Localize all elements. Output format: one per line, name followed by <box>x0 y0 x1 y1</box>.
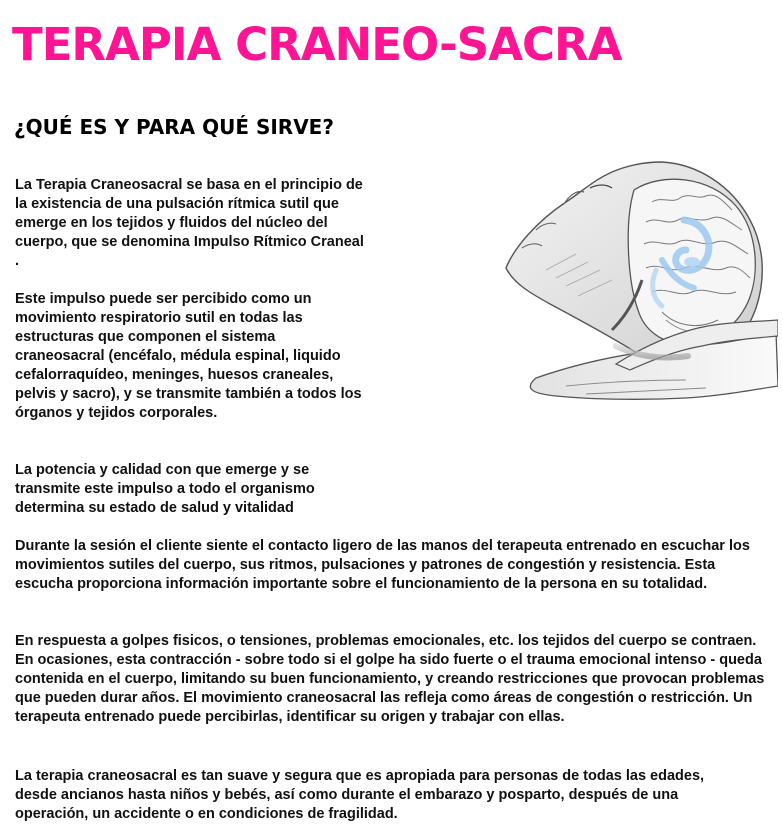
paragraph-safety: La terapia craneosacral es tan suave y segura que es apropiada para personas de todas las edades, desde ancianos hasta niños y bebés, así como durante el embarazo y posparto, después de una operación, un accidente o en condiciones de fragilidad. <box>15 768 705 822</box>
paragraph-session: Durante la sesión el cliente siente el contacto ligero de las manos del terapeuta entrenado en escuchar los movimientos sutiles del cuerpo, sus ritmos, pulsaciones y patrones de congestión y resistencia. Esta escucha proporciona información importante sobre el funcionamiento de la persona en su totalidad. <box>15 538 750 592</box>
page-title: TERAPIA CRANEO-SACRA <box>12 18 622 71</box>
paragraph-vitality: La potencia y calidad con que emerge y se transmite este impulso a todo el organismo determina su estado de salud y vitalidad <box>15 462 315 516</box>
section-heading: ¿QUÉ ES Y PARA QUÉ SIRVE? <box>14 115 334 139</box>
paragraph-impulse: Este impulso puede ser percibido como un movimiento respiratorio sutil en todas las estructuras que componen el sistema craneosacral (encéfalo, médula espinal, liquido cefalorraquídeo, meninges, huesos craneales, pelvis y sacro), y se transmite también a todos los órganos y tejidos corporales. <box>15 291 362 421</box>
paragraph-intro: La Terapia Craneosacral se basa en el principio de la existencia de una pulsación rítmica sutil que emerge en los tejidos y fluidos del núcleo del cuerpo, que se denomina Impulso Rítmico Craneal . <box>15 177 364 269</box>
paragraph-trauma: En respuesta a golpes fisicos, o tensiones, problemas emocionales, etc. los tejidos del cuerpo se contraen. En ocasiones, esta contracción - sobre todo si el golpe ha sido fuerte o el trauma emocional intenso - queda contenida en el cuerpo, limitando su buen funcionamiento, y creando restricciones que provocan problemas que pueden durar años. El movimiento craneosacral las refleja como áreas de congestión o restricción. Un terapeuta entrenado puede percibirlas, identificar su origen y trabajar con ellas. <box>15 633 765 725</box>
craniosacral-illustration <box>466 150 778 410</box>
